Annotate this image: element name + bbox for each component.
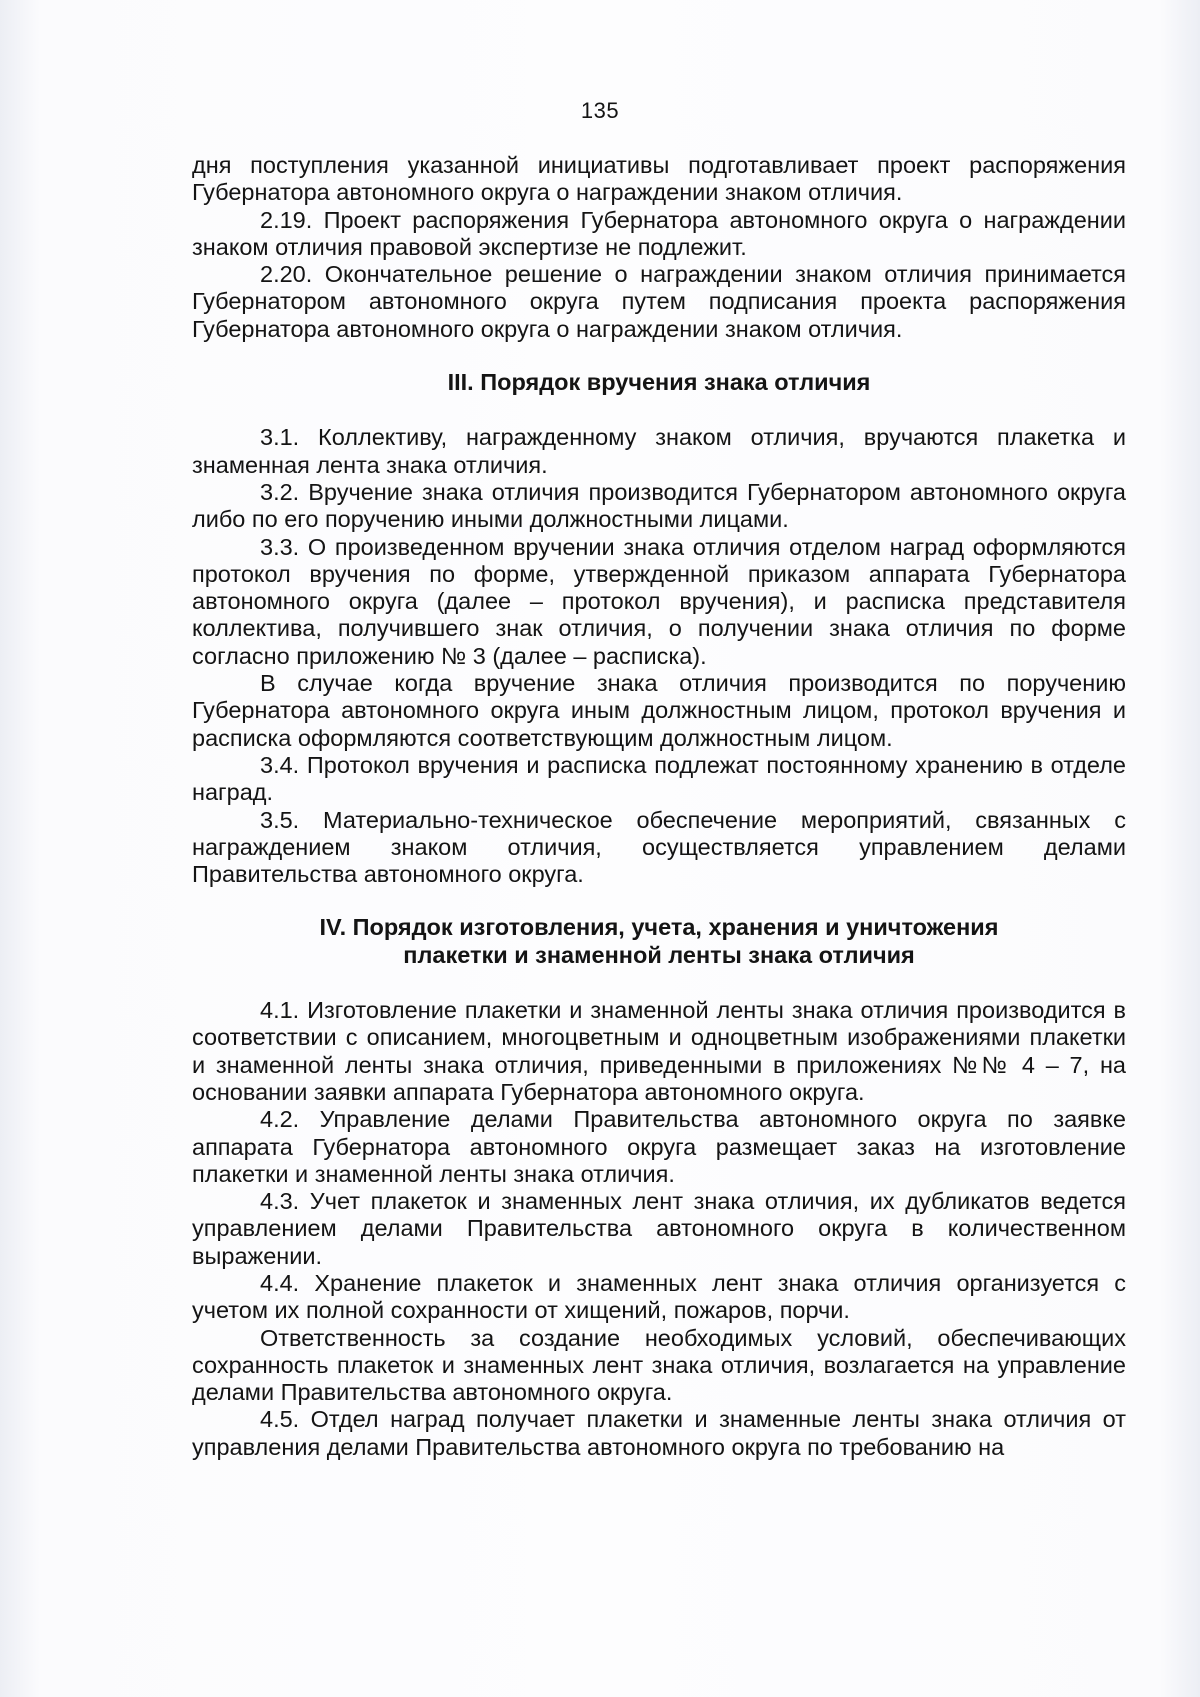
paragraph-3-2: 3.2. Вручение знака отличия производится Губернатором автономного округа либо по его поручению иными должностными лицами.	[192, 478, 1126, 533]
paragraph-4-2: 4.2. Управление делами Правительства автономного округа по заявке аппарата Губернатора автономного округа размещает заказ на изготовление плакетки и знаменной ленты знака отличия.	[192, 1106, 1126, 1187]
paragraph-3-3-case: В случае когда вручение знака отличия производится по поручению Губернатора автономного округа иным должностным лицом, протокол вручения и расписка оформляются соответствующим должностным лицом.	[192, 670, 1126, 751]
paragraph-3-5: 3.5. Материально-техническое обеспечение мероприятий, связанных с награждением знаком отличия, осуществляется управлением делами Правительства автономного округа.	[192, 806, 1126, 888]
paragraph-4-5: 4.5. Отдел наград получает плакетки и знаменные ленты знака отличия от управления делами Правительства автономного округа по требованию на	[192, 1406, 1126, 1460]
section-4-heading-line1: IV. Порядок изготовления, учета, хранения и уничтожения	[319, 914, 999, 941]
section-3-heading: III. Порядок вручения знака отличия	[447, 369, 871, 396]
paragraph-4-4: 4.4. Хранение плакеток и знаменных лент знака отличия организуется с учетом их полной сохранности от хищений, пожаров, порчи.	[192, 1269, 1126, 1324]
section-4-heading-line2: плакетки и знаменной ленты знака отличия	[403, 941, 915, 968]
paragraph-4-1: 4.1. Изготовление плакетки и знаменной ленты знака отличия производится в соответствии с описанием, многоцветным и одноцветным изображениями плакетки и знаменной ленты знака отличия, приведенными в приложениях №№ 4 – 7, на основании заявки аппарата Губернатора автономного округа.	[192, 997, 1126, 1105]
paragraph-3-4: 3.4. Протокол вручения и расписка подлежат постоянному хранению в отделе наград.	[192, 751, 1126, 806]
paragraph-3-3: 3.3. О произведенном вручении знака отличия отделом наград оформляются протокол вручения по форме, утвержденной приказом аппарата Губернатора автономного округа (далее – протокол вручения), и расписка представителя коллектива, получившего знак отличия, о получении знака отличия по форме согласно приложению № 3 (далее – расписка).	[192, 533, 1126, 669]
paragraph-4-3: 4.3. Учет плакеток и знаменных лент знака отличия, их дубликатов ведется управлением делами Правительства автономного округа в количественном выражении.	[192, 1188, 1126, 1269]
paragraph-2-20: 2.20. Окончательное решение о награждении знаком отличия принимается Губернатором автономного округа путем подписания проекта распоряжения Губернатора автономного округа о награждении знаком отличия.	[192, 261, 1126, 342]
paragraph-continuation: дня поступления указанной инициативы подготавливает проект распоряжения Губернатора автономного округа о награждении знаком отличия.	[192, 152, 1126, 206]
document-body	[192, 152, 1126, 1461]
section-4-heading	[192, 914, 1126, 969]
paragraph-2-19: 2.19. Проект распоряжения Губернатора автономного округа о награждении знаком отличия правовой экспертизе не подлежит.	[192, 206, 1126, 260]
paragraph-3-1: 3.1. Коллективу, награжденному знаком отличия, вручаются плакетка и знаменная лента знака отличия.	[192, 424, 1126, 478]
paragraph-4-4-responsibility: Ответственность за создание необходимых условий, обеспечивающих сохранность плакеток и знаменных лент знака отличия, возлагается на управление делами Правительства автономного округа.	[192, 1324, 1126, 1406]
page-number: 135	[580, 98, 620, 123]
